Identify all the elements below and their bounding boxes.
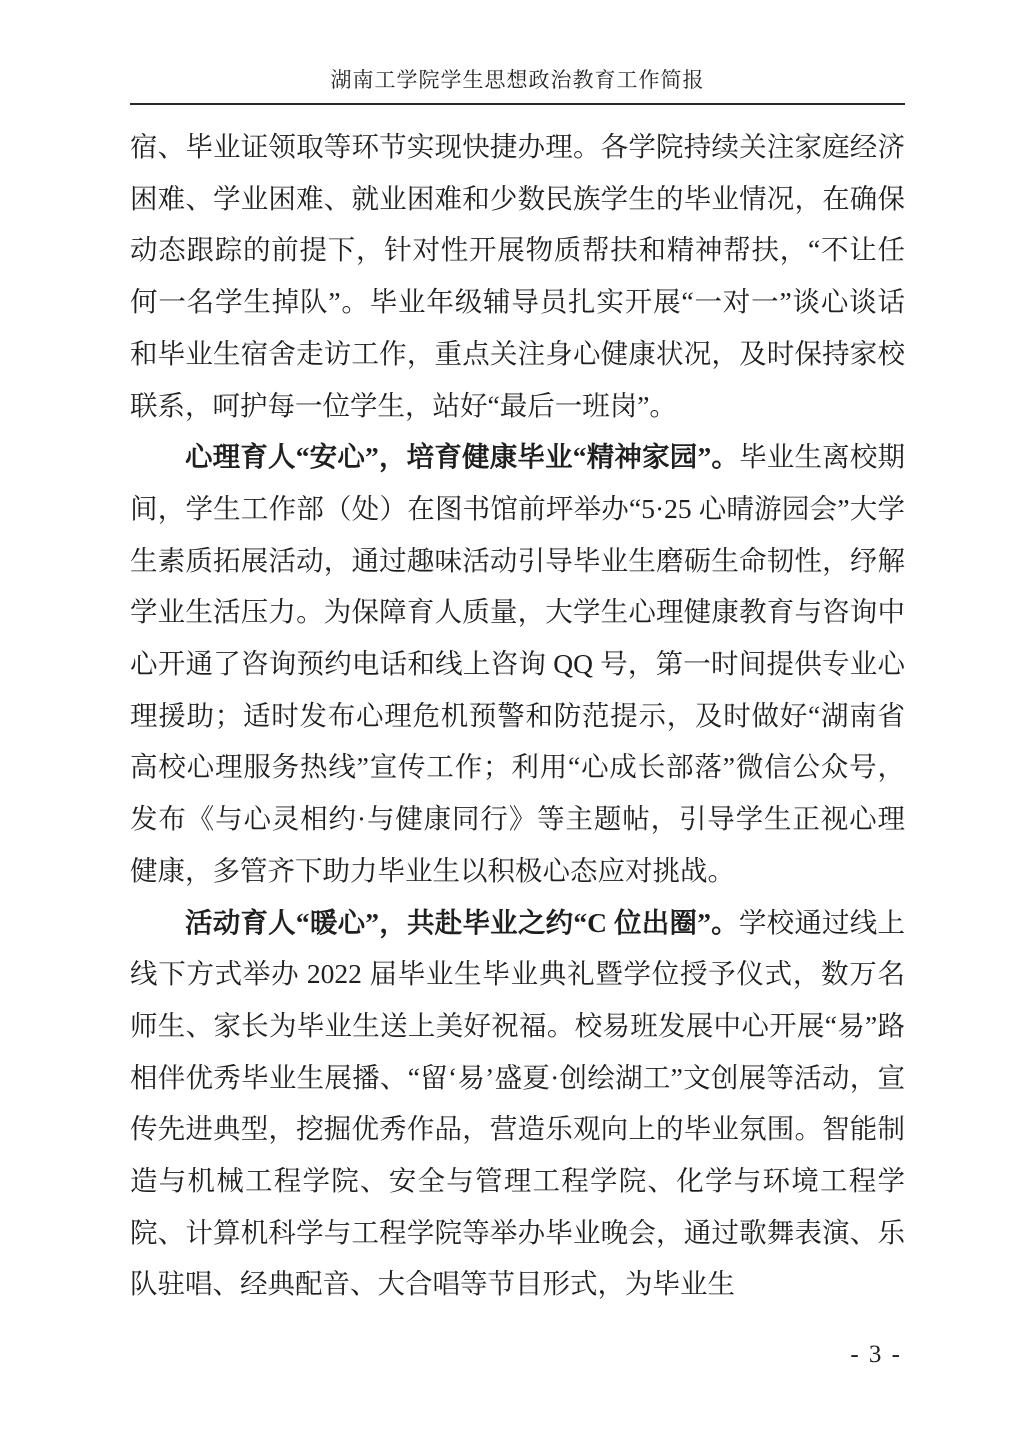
page-header-title: 湖南工学院学生思想政治教育工作简报 [330, 69, 705, 92]
header-rule [130, 103, 905, 105]
paragraph-text: 宿、毕业证领取等环节实现快捷办理。各学院持续关注家庭经济困难、学业困难、就业困难和少数民族学生的毕业情况，在确保动态跟踪的前提下，针对性开展物质帮扶和精神帮扶，“不让任何一名学生掉队”。毕业年级辅导员扎实开展“一对一”谈心谈话和毕业生宿舍走访工作，重点关注身心健康状况，及时保持家校联系，呵护每一位学生，站好“最后一班岗”。 [130, 131, 905, 421]
page-header [130, 66, 905, 105]
paragraph-text: 毕业生离校期间，学生工作部（处）在图书馆前坪举办“5·25 心晴游园会”大学生素质拓展活动，通过趣味活动引导毕业生磨砺生命韧性，纾解学业生活压力。为保障育人质量，大学生心理健康教育与咨询中心开通了咨询预约电话和线上咨询 QQ 号，第一时间提供专业心理援助；适时发布心理危机预警和防范提示，及时做好“湖南省高校心理服务热线”宣传工作；利用“心成长部落”微信公众号，发布《与心灵相约·与健康同行》等主题帖，引导学生正视心理健康，多管齐下助力毕业生以积极心态应对挑战。 [130, 441, 906, 886]
body-paragraph [130, 431, 905, 896]
document-body [130, 121, 905, 1310]
paragraph-lead: 活动育人“暖心”，共赴毕业之约“C 位出圈”。 [185, 906, 739, 938]
paragraph-lead: 心理育人“安心”，培育健康毕业“精神家园”。 [185, 441, 740, 473]
page-number: - 3 - [850, 1341, 902, 1368]
paragraph-text: 学校通过线上线下方式举办 2022 届毕业生毕业典礼暨学位授予仪式，数万名师生、家长为毕业生送上美好祝福。校易班发展中心开展“易”路相伴优秀毕业生展播、“留‘易’盛夏·创绘湖工”文创展等活动，宣传先进典型，挖掘优秀作品，营造乐观向上的毕业氛围。智能制造与机械工程学院、安全与管理工程学院、化学与环境工程学院、计算机科学与工程学院等举办毕业晚会，通过歌舞表演、乐队驻唱、经典配音、大合唱等节目形式，为毕业生 [130, 906, 905, 1300]
body-paragraph [130, 897, 905, 1311]
body-paragraph [130, 121, 905, 431]
